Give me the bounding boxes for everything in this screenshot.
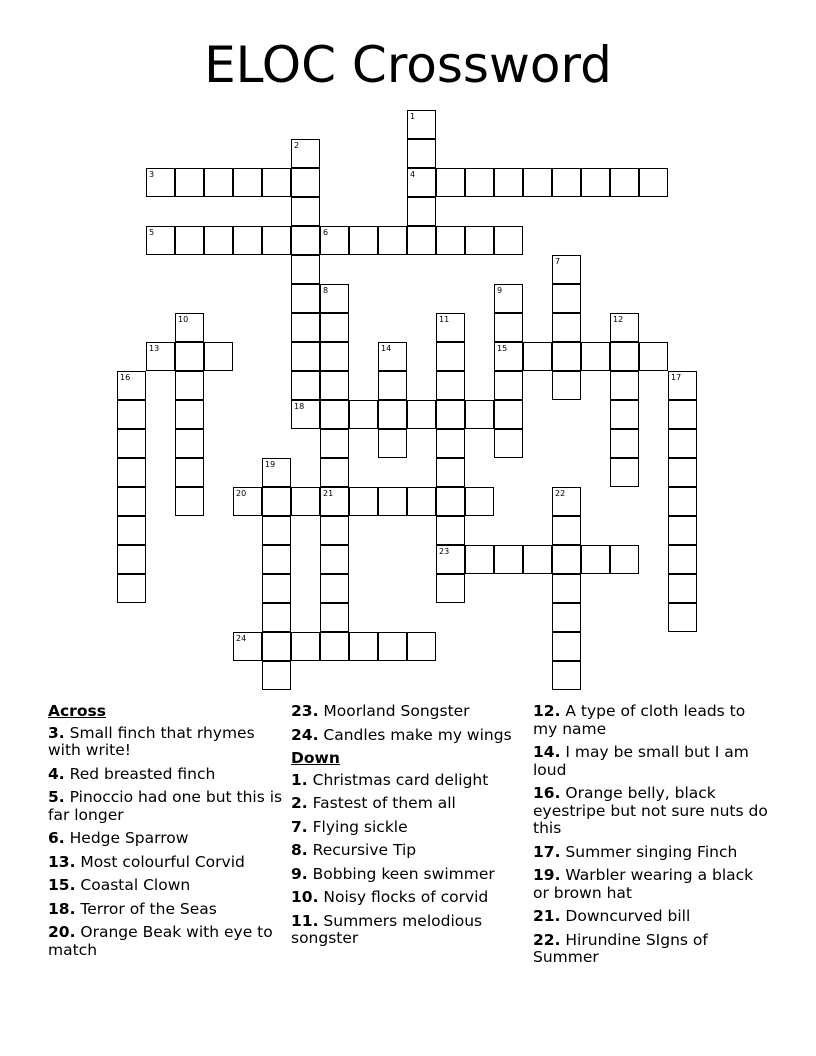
grid-cell[interactable] — [175, 313, 204, 342]
grid-cell[interactable] — [610, 545, 639, 574]
grid-cell[interactable] — [320, 574, 349, 603]
grid-cell[interactable] — [349, 632, 378, 661]
clue-number-label: 19. — [533, 866, 561, 884]
grid-cell[interactable] — [523, 545, 552, 574]
grid-cell[interactable] — [610, 400, 639, 429]
clue-number: 15 — [497, 344, 508, 353]
grid-cell[interactable] — [378, 371, 407, 400]
clue-number-label: 15. — [48, 876, 76, 894]
grid-cell[interactable] — [117, 371, 146, 400]
clue-text: Red breasted finch — [69, 764, 216, 783]
clue-number-label: 5. — [48, 788, 65, 806]
grid-cell[interactable] — [175, 226, 204, 255]
clue-number-label: 23. — [291, 702, 319, 720]
clue-number: 18 — [294, 402, 305, 411]
clue-item — [533, 867, 773, 902]
grid-cell[interactable] — [262, 458, 291, 487]
grid-cell[interactable] — [175, 168, 204, 197]
clue-item — [291, 819, 531, 837]
grid-cell[interactable] — [146, 342, 175, 371]
clue-text: Orange Beak with eye to match — [48, 923, 273, 959]
grid-cell[interactable] — [175, 371, 204, 400]
clue-number: 1 — [410, 112, 416, 121]
grid-cell[interactable] — [552, 603, 581, 632]
clue-text: A type of cloth leads to my name — [533, 702, 746, 738]
grid-cell[interactable] — [552, 313, 581, 342]
clue-number: 8 — [323, 286, 329, 295]
grid-cell[interactable] — [291, 139, 320, 168]
clue-number-label: 22. — [533, 930, 561, 949]
grid-cell[interactable] — [117, 545, 146, 574]
grid-cell[interactable] — [465, 487, 494, 516]
grid-cell[interactable] — [262, 661, 291, 690]
clue-number: 23 — [439, 547, 450, 556]
grid-cell[interactable] — [291, 313, 320, 342]
clue-item — [291, 913, 531, 948]
grid-cell[interactable] — [407, 197, 436, 226]
clue-number: 17 — [671, 373, 682, 382]
grid-cell[interactable] — [436, 342, 465, 371]
grid-cell[interactable] — [320, 313, 349, 342]
grid-cell[interactable] — [436, 226, 465, 255]
grid-cell[interactable] — [552, 168, 581, 197]
clue-number: 21 — [323, 489, 334, 498]
clue-number: 5 — [149, 228, 155, 237]
grid-cell[interactable] — [320, 284, 349, 313]
clue-item — [48, 901, 288, 919]
grid-cell[interactable] — [320, 429, 349, 458]
grid-cell[interactable] — [204, 226, 233, 255]
grid-cell[interactable] — [233, 226, 262, 255]
clue-number: 2 — [294, 141, 300, 150]
grid-cell[interactable] — [552, 661, 581, 690]
clue-item — [533, 744, 773, 779]
grid-cell[interactable] — [436, 400, 465, 429]
clue-number-label: 11. — [291, 911, 319, 930]
clue-item — [533, 908, 773, 926]
clue-number-label: 18. — [48, 899, 76, 918]
grid-cell[interactable] — [552, 487, 581, 516]
grid-cell[interactable] — [523, 342, 552, 371]
grid-cell[interactable] — [668, 429, 697, 458]
clue-item — [48, 766, 288, 784]
clue-number: 24 — [236, 634, 247, 643]
clue-text: Candles make my wings — [323, 725, 512, 744]
grid-cell[interactable] — [349, 400, 378, 429]
clue-column-3 — [533, 703, 773, 973]
clue-text: Noisy flocks of corvid — [323, 888, 489, 906]
grid-cell[interactable] — [320, 632, 349, 661]
grid-cell[interactable] — [494, 371, 523, 400]
clue-item — [48, 854, 288, 872]
clue-text: I may be small but I am loud — [533, 743, 749, 779]
grid-cell[interactable] — [668, 400, 697, 429]
grid-cell[interactable] — [552, 255, 581, 284]
grid-cell[interactable] — [581, 168, 610, 197]
grid-cell[interactable] — [291, 632, 320, 661]
grid-cell[interactable] — [117, 516, 146, 545]
grid-cell[interactable] — [378, 342, 407, 371]
grid-cell[interactable] — [320, 400, 349, 429]
grid-cell[interactable] — [407, 400, 436, 429]
grid-cell[interactable] — [639, 342, 668, 371]
clue-number: 14 — [381, 344, 392, 353]
grid-cell[interactable] — [349, 487, 378, 516]
grid-cell[interactable] — [610, 458, 639, 487]
grid-cell[interactable] — [175, 400, 204, 429]
clue-text: Bobbing keen swimmer — [312, 864, 495, 883]
grid-cell[interactable] — [146, 226, 175, 255]
clue-text: Summers melodious songster — [291, 911, 483, 947]
clue-text: Downcurved bill — [565, 907, 691, 925]
grid-cell[interactable] — [233, 487, 262, 516]
grid-cell[interactable] — [639, 168, 668, 197]
clue-item — [48, 924, 288, 959]
grid-cell[interactable] — [262, 168, 291, 197]
grid-cell[interactable] — [494, 342, 523, 371]
puzzle-title: ELOC Crossword — [204, 36, 612, 94]
grid-cell[interactable] — [320, 342, 349, 371]
clue-number-label: 24. — [291, 725, 319, 744]
clue-number-label: 1. — [291, 770, 308, 789]
clue-number: 20 — [236, 489, 247, 498]
clue-number: 7 — [555, 257, 561, 266]
grid-cell[interactable] — [668, 371, 697, 400]
grid-cell[interactable] — [291, 226, 320, 255]
clue-item — [48, 830, 288, 848]
grid-cell[interactable] — [378, 632, 407, 661]
clue-number: 9 — [497, 286, 503, 295]
grid-cell[interactable] — [436, 487, 465, 516]
grid-cell[interactable] — [552, 516, 581, 545]
clue-item — [533, 932, 773, 967]
clue-number: 4 — [410, 170, 416, 179]
clue-number-label: 13. — [48, 852, 76, 871]
grid-cell[interactable] — [610, 371, 639, 400]
grid-cell[interactable] — [436, 168, 465, 197]
grid-cell[interactable] — [668, 603, 697, 632]
grid-cell[interactable] — [175, 487, 204, 516]
clue-item — [291, 772, 531, 790]
clue-item — [533, 785, 773, 838]
grid-cell[interactable] — [494, 400, 523, 429]
clue-item — [291, 795, 531, 813]
grid-cell[interactable] — [552, 632, 581, 661]
clue-item — [291, 866, 531, 884]
grid-cell[interactable] — [175, 429, 204, 458]
grid-cell[interactable] — [320, 226, 349, 255]
grid-cell[interactable] — [668, 487, 697, 516]
grid-cell[interactable] — [117, 400, 146, 429]
grid-cell[interactable] — [465, 545, 494, 574]
clue-number-label: 9. — [291, 864, 308, 883]
grid-cell[interactable] — [204, 168, 233, 197]
clue-item — [48, 789, 288, 824]
grid-cell[interactable] — [552, 545, 581, 574]
clue-item — [291, 727, 531, 745]
grid-cell[interactable] — [436, 545, 465, 574]
clue-number-label: 4. — [48, 764, 65, 783]
grid-cell[interactable] — [610, 313, 639, 342]
grid-cell[interactable] — [610, 168, 639, 197]
grid-cell[interactable] — [146, 168, 175, 197]
grid-cell[interactable] — [668, 516, 697, 545]
grid-cell[interactable] — [465, 168, 494, 197]
grid-cell[interactable] — [494, 545, 523, 574]
grid-cell[interactable] — [436, 429, 465, 458]
clue-item — [291, 842, 531, 860]
clue-text: Christmas card delight — [312, 770, 489, 789]
grid-cell[interactable] — [262, 516, 291, 545]
grid-cell[interactable] — [262, 603, 291, 632]
clue-number-label: 2. — [291, 794, 308, 812]
grid-cell[interactable] — [407, 110, 436, 139]
grid-cell[interactable] — [610, 342, 639, 371]
clue-text: Orange belly, black eyestripe but not sure nuts do this — [533, 784, 768, 837]
grid-cell[interactable] — [262, 226, 291, 255]
grid-cell[interactable] — [668, 574, 697, 603]
grid-cell[interactable] — [436, 458, 465, 487]
clue-number: 12 — [613, 315, 624, 324]
clue-number: 10 — [178, 315, 189, 324]
clue-text: Hedge Sparrow — [69, 829, 189, 847]
grid-cell[interactable] — [204, 342, 233, 371]
clue-number: 6 — [323, 228, 329, 237]
grid-cell[interactable] — [436, 313, 465, 342]
grid-cell[interactable] — [262, 574, 291, 603]
clue-number-label: 6. — [48, 829, 65, 847]
clue-number-label: 7. — [291, 817, 308, 836]
clue-text: Terror of the Seas — [80, 899, 217, 918]
clue-number: 3 — [149, 170, 155, 179]
clue-text: Summer singing Finch — [565, 842, 738, 861]
grid-cell[interactable] — [291, 487, 320, 516]
grid-cell[interactable] — [320, 545, 349, 574]
clue-column-2 — [291, 703, 531, 954]
clue-number: 13 — [149, 344, 160, 353]
grid-cell[interactable] — [320, 371, 349, 400]
grid-cell[interactable] — [320, 458, 349, 487]
clue-text: Coastal Clown — [80, 876, 191, 894]
grid-cell[interactable] — [552, 284, 581, 313]
grid-cell[interactable] — [494, 313, 523, 342]
grid-cell[interactable] — [320, 487, 349, 516]
grid-cell[interactable] — [175, 458, 204, 487]
grid-cell[interactable] — [349, 226, 378, 255]
clue-item — [291, 889, 531, 907]
grid-cell[interactable] — [378, 226, 407, 255]
grid-cell[interactable] — [291, 342, 320, 371]
clue-number-label: 20. — [48, 923, 76, 941]
grid-cell[interactable] — [291, 255, 320, 284]
grid-cell[interactable] — [117, 487, 146, 516]
clue-item — [48, 725, 288, 760]
clue-number-label: 21. — [533, 907, 561, 925]
grid-cell[interactable] — [320, 516, 349, 545]
grid-cell[interactable] — [378, 400, 407, 429]
grid-cell[interactable] — [523, 168, 552, 197]
clue-text: Moorland Songster — [323, 702, 470, 720]
clue-text: Recursive Tip — [312, 841, 417, 859]
grid-cell[interactable] — [465, 226, 494, 255]
grid-cell[interactable] — [407, 139, 436, 168]
grid-cell[interactable] — [320, 603, 349, 632]
grid-cell[interactable] — [378, 429, 407, 458]
clue-number-label: 17. — [533, 842, 561, 861]
clue-number-label: 16. — [533, 784, 561, 802]
clue-item — [291, 703, 531, 721]
grid-cell[interactable] — [436, 516, 465, 545]
grid-cell[interactable] — [407, 226, 436, 255]
grid-cell[interactable] — [291, 400, 320, 429]
grid-cell[interactable] — [668, 545, 697, 574]
grid-cell[interactable] — [581, 545, 610, 574]
clue-item — [533, 703, 773, 738]
grid-cell[interactable] — [233, 632, 262, 661]
grid-cell[interactable] — [407, 632, 436, 661]
clue-number: 16 — [120, 373, 131, 382]
clue-number: 19 — [265, 460, 276, 469]
grid-cell[interactable] — [291, 371, 320, 400]
clue-number-label: 10. — [291, 888, 319, 906]
grid-cell[interactable] — [494, 168, 523, 197]
grid-cell[interactable] — [233, 168, 262, 197]
clue-column-1 — [48, 703, 288, 965]
grid-cell[interactable] — [117, 574, 146, 603]
clue-text: Flying sickle — [312, 817, 408, 836]
grid-cell[interactable] — [494, 226, 523, 255]
grid-cell[interactable] — [262, 632, 291, 661]
grid-cell[interactable] — [668, 458, 697, 487]
down-heading: Down — [291, 749, 340, 767]
clue-text: Small finch that rhymes with write! — [48, 723, 255, 759]
grid-cell[interactable] — [262, 545, 291, 574]
grid-cell[interactable] — [465, 400, 494, 429]
clue-text: Pinoccio had one but this is far longer — [48, 788, 283, 824]
grid-cell[interactable] — [117, 458, 146, 487]
clue-number-label: 14. — [533, 743, 561, 761]
grid-cell[interactable] — [378, 487, 407, 516]
grid-cell[interactable] — [552, 371, 581, 400]
across-heading: Across — [48, 702, 106, 720]
clue-text: Fastest of them all — [312, 794, 456, 812]
grid-cell[interactable] — [436, 574, 465, 603]
clue-number: 11 — [439, 315, 450, 324]
grid-cell[interactable] — [291, 168, 320, 197]
clue-item — [48, 877, 288, 895]
grid-cell[interactable] — [436, 371, 465, 400]
grid-cell[interactable] — [581, 342, 610, 371]
clue-text: Hirundine SIgns of Summer — [533, 930, 708, 966]
grid-cell[interactable] — [407, 487, 436, 516]
grid-cell[interactable] — [610, 429, 639, 458]
grid-cell[interactable] — [552, 342, 581, 371]
grid-cell[interactable] — [291, 197, 320, 226]
grid-cell[interactable] — [291, 284, 320, 313]
clue-number-label: 8. — [291, 841, 308, 859]
grid-cell[interactable] — [175, 342, 204, 371]
clue-number: 22 — [555, 489, 566, 498]
grid-cell[interactable] — [494, 284, 523, 313]
clue-number-label: 12. — [533, 702, 561, 720]
grid-cell[interactable] — [407, 168, 436, 197]
clue-text: Warbler wearing a black or brown hat — [533, 866, 754, 902]
grid-cell[interactable] — [552, 574, 581, 603]
grid-cell[interactable] — [494, 429, 523, 458]
grid-cell[interactable] — [117, 429, 146, 458]
grid-cell[interactable] — [262, 487, 291, 516]
clue-text: Most colourful Corvid — [80, 852, 245, 871]
clue-item — [533, 844, 773, 862]
clue-number-label: 3. — [48, 723, 65, 742]
